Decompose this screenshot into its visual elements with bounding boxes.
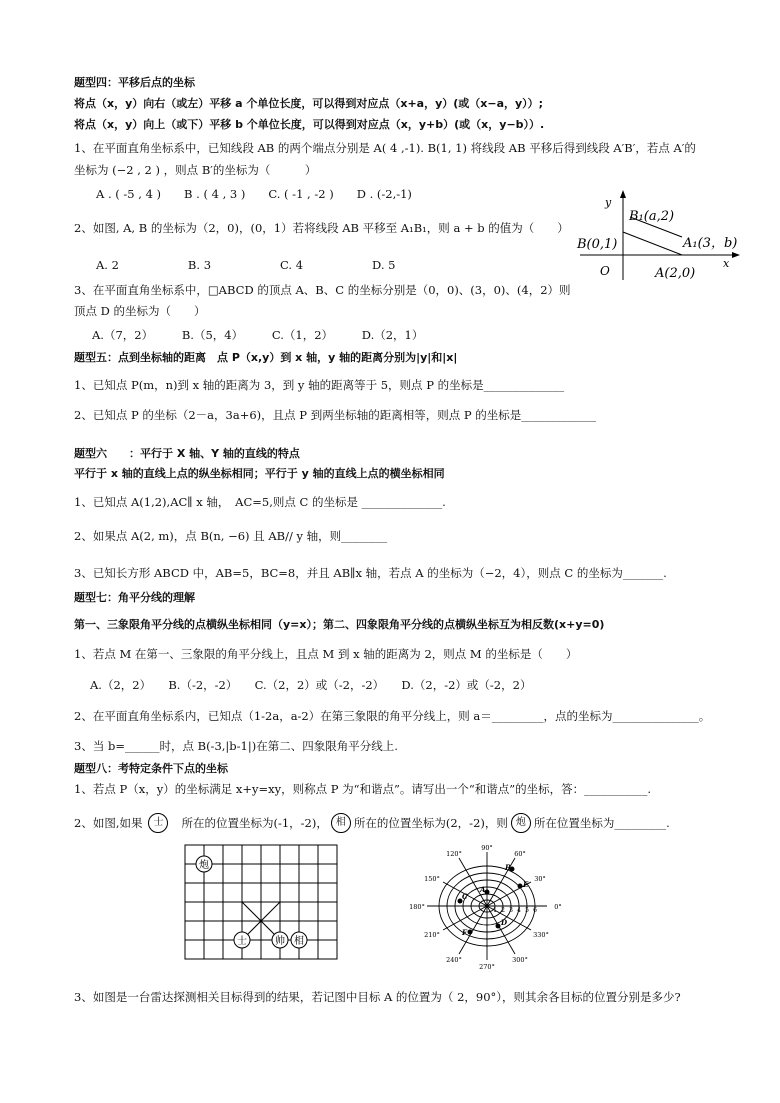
s4-q1-options: A . ( -5 , 4 ) B . ( 4 , 3 ) C. ( -1 , -2 ) D . (-2,-1): [96, 187, 412, 201]
ring-label: 6: [533, 907, 537, 914]
target-label: D: [501, 918, 508, 927]
translation-figure: [570, 190, 750, 285]
s4-q3-line2: 顶点 D 的坐标为（ ）: [74, 304, 206, 318]
s5-q2: 2、已知点 P 的坐标（2－a，3a+6)，且点 P 到两坐标轴的距离相等，则点 P 的坐标是_____________: [74, 408, 596, 422]
target-label: E: [523, 880, 529, 889]
angle-label: 300°: [512, 956, 528, 964]
s7-q2: 2、在平面直角坐标系内，已知点（1-2a，a-2）在第三象限的角平分线上，则 a＝_________，点的坐标为_______________。: [74, 709, 711, 723]
s7-q1: 1、若点 M 在第一、三象限的角平分线上，且点 M 到 x 轴的距离为 2，则点 M 的坐标是（ ）: [74, 647, 578, 661]
angle-label: 120°: [446, 850, 462, 858]
angle-label: 330°: [533, 931, 549, 939]
piece-shuai: 帅: [275, 936, 285, 947]
piece-shi: 士: [237, 936, 247, 947]
piece-xiang: 相: [294, 936, 304, 947]
angle-label: 180°: [409, 903, 425, 911]
section4-rule2: 将点（x，y）向上（或下）平移 b 个单位长度，可以得到对应点（x，y+b）(或（x，y−b））.: [74, 118, 545, 131]
s4-q3-options: A.（7，2） B.（5，4） C.（1，2） D.（2，1）: [92, 328, 424, 342]
angle-label: 270°: [479, 963, 495, 970]
target-label: C: [462, 892, 468, 901]
s4-q2-options: A. 2 B. 3 C. 4 D. 5: [96, 258, 396, 272]
section4-title: 题型四：平移后点的坐标: [74, 76, 195, 89]
section7-title: 题型七：角平分线的理解: [74, 591, 195, 604]
piece-xiang-circle: 相: [331, 813, 351, 833]
a1-label: A₁(3，b): [683, 236, 738, 251]
s6-q1: 1、已知点 A(1,2),AC∥ x 轴， AC=5,则点 C 的坐标是 ______________.: [74, 495, 446, 509]
angle-label: 30°: [534, 875, 546, 883]
section6-rule: 平行于 x 轴的直线上点的纵坐标相同；平行于 y 轴的直线上点的横坐标相同: [74, 467, 445, 480]
s4-q2-line1: 2、如图, A, B 的坐标为（2，0)，(0，1）若将线段 AB 平移至 A₁B₁，则 a + b 的值为（ ）: [74, 221, 569, 235]
piece-shi-circle: 士: [148, 813, 168, 833]
section7-rule: 第一、三象限角平分线的点横纵坐标相同（y=x）；第二、四象限角平分线的点横纵坐标互为相反数(x+y=0): [74, 618, 605, 631]
s8-q3: 3、如图是一台雷达探测相关目标得到的结果，若记图中目标 A 的位置为（ 2，90°），则其余各目标的位置分别是多少?: [74, 990, 681, 1004]
angle-label: 0°: [554, 903, 562, 911]
a-label: A(2,0): [655, 266, 696, 281]
section4-rule1: 将点（x，y）向右（或左）平移 a 个单位长度，可以得到对应点（x+a，y）(或（x−a，y））;: [74, 97, 544, 110]
b1-label: B₁(a,2): [629, 209, 675, 224]
s8-q2-part-a: 2、如图,如果: [74, 816, 143, 830]
ring-label: 3: [509, 907, 513, 914]
angle-label: 210°: [424, 931, 440, 939]
s6-q3: 3、已知长方形 ABCD 中，AB=5，BC=8，并且 AB∥x 轴，若点 A 的坐标为（−2，4），则点 C 的坐标为_______.: [74, 566, 667, 580]
s7-q1-options: A.（2，2） B.（-2，-2） C.（2，2）或（-2，-2） D.（2，-2）或（-2，2）: [90, 678, 532, 692]
ring-label: 1: [493, 907, 497, 914]
section5-title: 题型五：点到坐标轴的距离 点 P（x,y）到 x 轴，y 轴的距离分别为|y|和|x|: [74, 351, 458, 364]
s4-q1-line1: 1、在平面直角坐标系中，已知线段 AB 的两个端点分别是 A( 4 ,-1). B(1, 1) 将线段 AB 平移后得到线段 A′B′，若点 A′的: [74, 141, 696, 155]
section6-title: 题型六 ：平行于 X 轴、Y 轴的直线的特点: [74, 447, 300, 460]
ring-label: 4: [517, 907, 521, 914]
angle-label: 60°: [514, 850, 526, 858]
section8-title: 题型八：考特定条件下点的坐标: [74, 762, 228, 775]
s8-q2-part-d: 所在位置坐标为_________.: [533, 816, 670, 830]
s4-q1-line2: 坐标为 (−2 , 2 ) ，则点 B′的坐标为（ ）: [74, 163, 317, 177]
target-label: B: [505, 863, 511, 872]
angle-label: 90°: [481, 844, 493, 852]
ring-label: 5: [525, 907, 529, 914]
angle-label: 150°: [424, 875, 440, 883]
origin-label: O: [600, 264, 610, 278]
target-label: A: [480, 885, 486, 894]
s5-q1: 1、已知点 P(m，n)到 x 轴的距离为 3，到 y 轴的距离等于 5，则点 P 的坐标是______________: [74, 378, 565, 392]
ring-label: 2: [501, 907, 505, 914]
angle-label: 240°: [446, 956, 462, 964]
y-axis-label: y: [605, 196, 612, 209]
piece-pao: 炮: [199, 860, 209, 871]
s8-q2-part-c: 所在的位置坐标为(2，-2)，则: [353, 816, 508, 830]
b-label: B(0,1): [577, 237, 618, 252]
radar-figure: [400, 842, 580, 970]
piece-pao-circle: 炮: [511, 813, 531, 833]
s8-q2-part-b: 所在的位置坐标为(-1，-2)，: [181, 816, 328, 830]
s4-q3-line1: 3、在平面直角坐标系中，□ABCD 的顶点 A、B、C 的坐标分别是（0，0)、(3，0)、(4，2）则: [74, 283, 571, 297]
s8-q1: 1、若点 P（x，y）的坐标满足 x+y=xy，则称点 P 为“和谐点”。请写出一个“和谐点”的坐标，答：___________.: [74, 782, 652, 796]
s8-q2-line: [74, 813, 670, 833]
x-axis-label: x: [723, 257, 730, 270]
target-label: F: [462, 928, 467, 937]
s7-q3: 3、当 b=______时，点 B(-3,|b-1|)在第二、四象限角平分线上.: [74, 739, 398, 753]
s6-q2: 2、如果点 A(2, m)，点 B(n, −6) 且 AB// y 轴，则________: [74, 529, 388, 543]
chess-board-figure: [180, 843, 345, 963]
